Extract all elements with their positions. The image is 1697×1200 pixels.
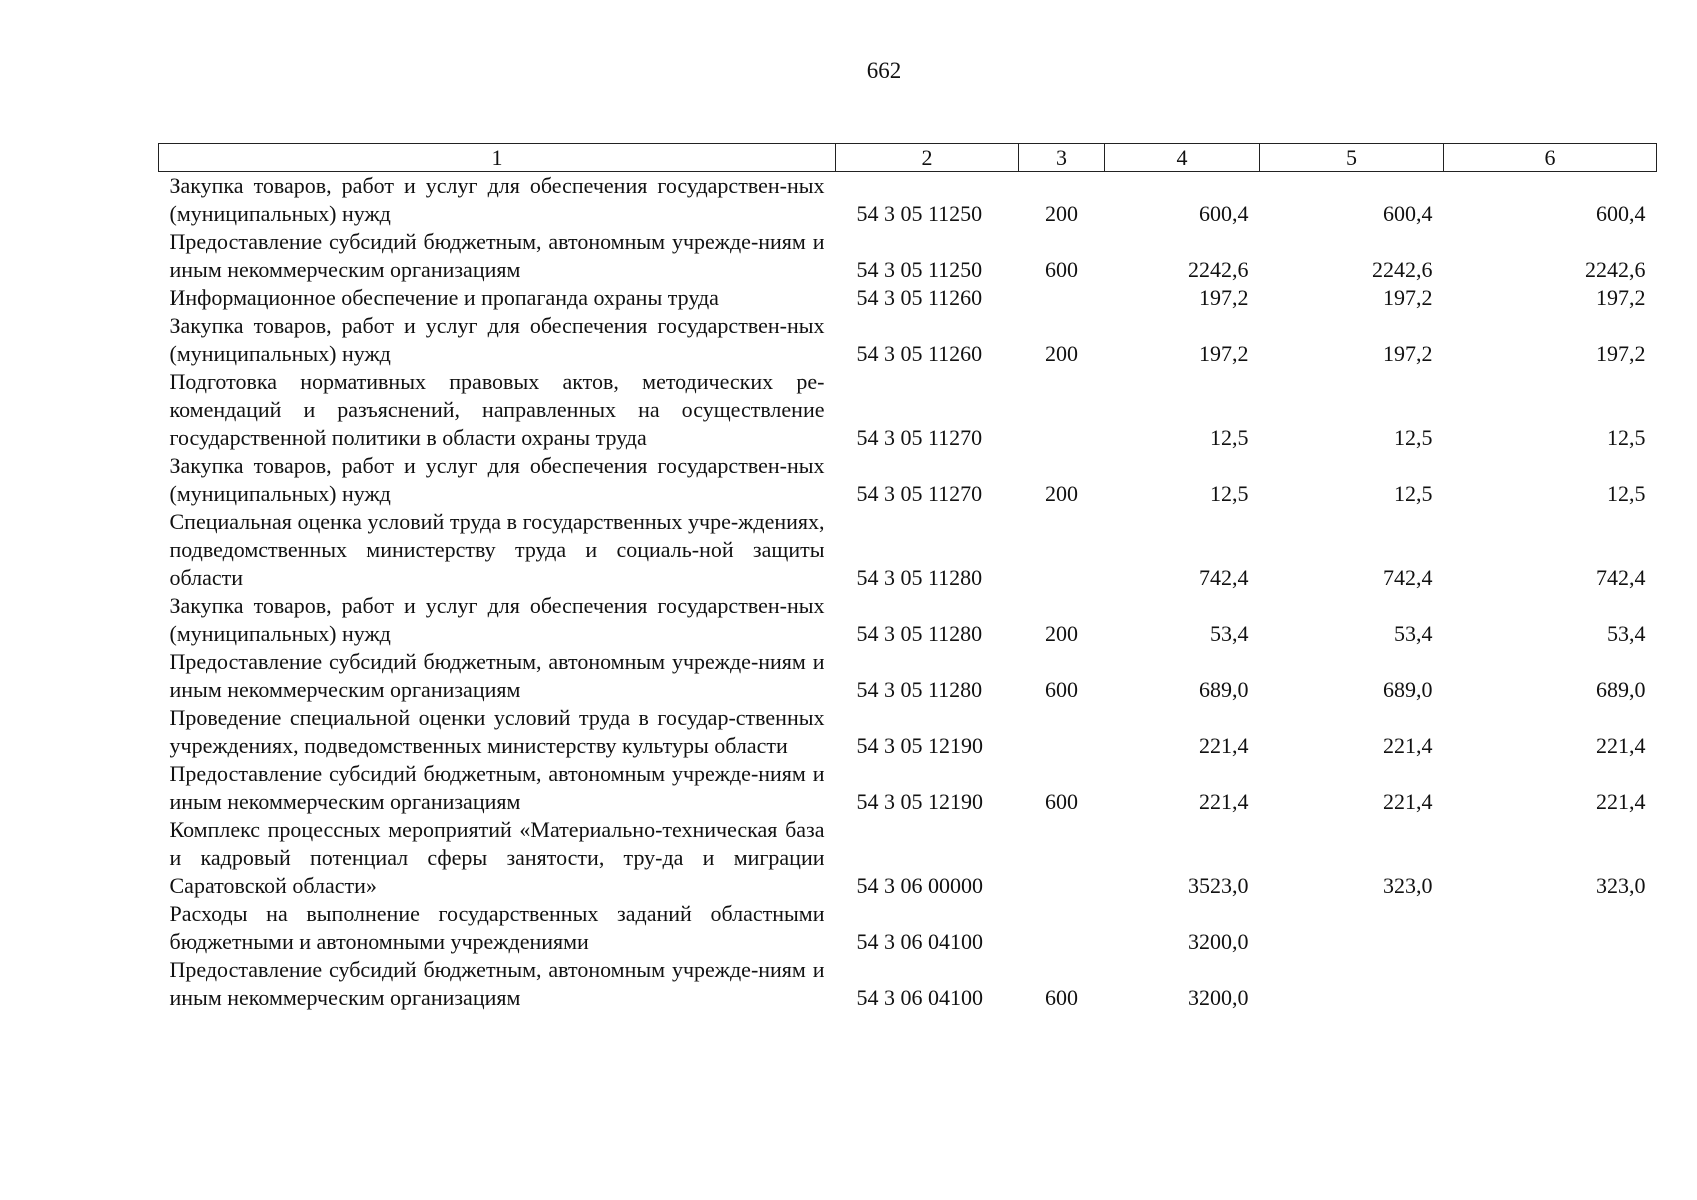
expense-type-cell: 200 <box>1045 481 1078 506</box>
expense-type-cell: 200 <box>1045 201 1078 226</box>
expense-type-cell: 600 <box>1045 257 1078 282</box>
expense-type-cell <box>1019 508 1105 592</box>
expense-type-cell: 200 <box>1045 341 1078 366</box>
amount-col6-cell: 221,4 <box>1596 733 1646 758</box>
target-code-cell: 54 3 05 12190 <box>856 789 983 814</box>
amount-col4-cell: 197,2 <box>1199 341 1249 366</box>
target-code-cell: 54 3 06 04100 <box>856 929 983 954</box>
column-header: 3 <box>1019 144 1105 172</box>
amount-col4-cell: 3523,0 <box>1188 873 1249 898</box>
expense-type-cell <box>1019 816 1105 900</box>
header-row <box>159 144 1657 172</box>
item-name-cell: Информационное обеспечение и пропаганда охраны труда <box>169 285 719 310</box>
amount-col5-cell: 197,2 <box>1383 341 1433 366</box>
amount-col6-cell: 2242,6 <box>1585 257 1646 282</box>
target-code-cell: 54 3 05 11270 <box>856 425 983 450</box>
amount-col4-cell: 53,4 <box>1210 621 1249 646</box>
expense-type-cell <box>1019 900 1105 956</box>
table-row <box>159 228 1657 284</box>
table-body <box>159 172 1657 1013</box>
item-name-cell: Расходы на выполнение государственных заданий областными бюджетными и автономными учреждениями <box>169 901 825 954</box>
amount-col5-cell: 689,0 <box>1383 677 1433 702</box>
column-header: 2 <box>836 144 1019 172</box>
expense-type-cell: 600 <box>1045 677 1078 702</box>
target-code-cell: 54 3 05 11280 <box>856 621 983 646</box>
table-row <box>159 284 1657 312</box>
table-row <box>159 648 1657 704</box>
table-row <box>159 816 1657 900</box>
amount-col4-cell: 12,5 <box>1210 425 1249 450</box>
item-name-cell: Закупка товаров, работ и услуг для обеспечения государствен-ных (муниципальных) нужд <box>169 453 825 506</box>
amount-col6-cell: 197,2 <box>1596 285 1646 310</box>
target-code-cell: 54 3 06 04100 <box>856 985 983 1010</box>
amount-col5-cell: 12,5 <box>1394 481 1433 506</box>
amount-col6-cell: 12,5 <box>1607 481 1646 506</box>
amount-col6-cell: 197,2 <box>1596 341 1646 366</box>
table-row <box>159 452 1657 508</box>
item-name-cell: Закупка товаров, работ и услуг для обеспечения государствен-ных (муниципальных) нужд <box>169 173 825 226</box>
amount-col5-cell <box>1260 956 1444 1012</box>
expense-type-cell <box>1019 284 1105 312</box>
table-header <box>159 144 1657 172</box>
expense-type-cell: 600 <box>1045 789 1078 814</box>
amount-col5-cell: 221,4 <box>1383 789 1433 814</box>
amount-col4-cell: 600,4 <box>1199 201 1249 226</box>
table-row <box>159 760 1657 816</box>
page-number: 662 <box>866 58 902 83</box>
table-row <box>159 704 1657 760</box>
target-code-cell: 54 3 05 11250 <box>856 257 983 282</box>
table-row <box>159 312 1657 368</box>
amount-col6-cell: 600,4 <box>1596 201 1646 226</box>
expense-type-cell: 200 <box>1045 621 1078 646</box>
amount-col5-cell: 742,4 <box>1383 565 1433 590</box>
amount-col4-cell: 742,4 <box>1199 565 1249 590</box>
table-row <box>159 592 1657 648</box>
table-row <box>159 508 1657 592</box>
item-name-cell: Предоставление субсидий бюджетным, автономным учрежде-ниям и иным некоммерческим организациям <box>169 229 825 282</box>
amount-col5-cell: 323,0 <box>1383 873 1433 898</box>
amount-col4-cell: 197,2 <box>1199 285 1249 310</box>
amount-col6-cell: 12,5 <box>1607 425 1646 450</box>
amount-col4-cell: 2242,6 <box>1188 257 1249 282</box>
table-row <box>159 368 1657 452</box>
target-code-cell: 54 3 05 11260 <box>856 285 983 310</box>
item-name-cell: Закупка товаров, работ и услуг для обеспечения государствен-ных (муниципальных) нужд <box>169 593 825 646</box>
budget-table <box>158 143 1657 1012</box>
amount-col5-cell: 53,4 <box>1394 621 1433 646</box>
amount-col6-cell <box>1444 956 1657 1012</box>
amount-col5-cell: 600,4 <box>1383 201 1433 226</box>
amount-col4-cell: 221,4 <box>1199 733 1249 758</box>
target-code-cell: 54 3 05 11280 <box>856 565 983 590</box>
target-code-cell: 54 3 05 11280 <box>856 677 983 702</box>
amount-col5-cell: 221,4 <box>1383 733 1433 758</box>
amount-col4-cell: 12,5 <box>1210 481 1249 506</box>
expense-type-cell: 600 <box>1045 985 1078 1010</box>
table-row <box>159 172 1657 229</box>
amount-col5-cell: 197,2 <box>1383 285 1433 310</box>
column-header: 1 <box>159 144 836 172</box>
target-code-cell: 54 3 05 11250 <box>856 201 983 226</box>
item-name-cell: Предоставление субсидий бюджетным, автономным учрежде-ниям и иным некоммерческим организациям <box>169 957 825 1010</box>
expense-type-cell <box>1019 368 1105 452</box>
target-code-cell: 54 3 06 00000 <box>856 873 983 898</box>
amount-col4-cell: 221,4 <box>1199 789 1249 814</box>
amount-col6-cell: 221,4 <box>1596 789 1646 814</box>
amount-col6-cell: 742,4 <box>1596 565 1646 590</box>
amount-col6-cell <box>1444 900 1657 956</box>
item-name-cell: Комплекс процессных мероприятий «Материально-техническая база и кадровый потенциал сферы занятости, тру-да и миграции Саратовской области» <box>169 817 825 898</box>
table-row <box>159 956 1657 1012</box>
item-name-cell: Предоставление субсидий бюджетным, автономным учрежде-ниям и иным некоммерческим организациям <box>169 649 825 702</box>
target-code-cell: 54 3 05 11260 <box>856 341 983 366</box>
item-name-cell: Закупка товаров, работ и услуг для обеспечения государствен-ных (муниципальных) нужд <box>169 313 825 366</box>
target-code-cell: 54 3 05 12190 <box>856 733 983 758</box>
column-header: 6 <box>1444 144 1657 172</box>
amount-col4-cell: 3200,0 <box>1188 985 1249 1010</box>
amount-col5-cell: 2242,6 <box>1372 257 1433 282</box>
target-code-cell: 54 3 05 11270 <box>856 481 983 506</box>
amount-col4-cell: 3200,0 <box>1188 929 1249 954</box>
expense-type-cell <box>1019 704 1105 760</box>
column-header: 5 <box>1260 144 1444 172</box>
item-name-cell: Проведение специальной оценки условий труда в государ-ственных учреждениях, подведомственных министерству культуры области <box>169 705 825 758</box>
amount-col6-cell: 323,0 <box>1596 873 1646 898</box>
item-name-cell: Подготовка нормативных правовых актов, методических ре-комендаций и разъяснений, направленных на осуществление государственной политики в области охраны труда <box>169 369 825 450</box>
item-name-cell: Предоставление субсидий бюджетным, автономным учрежде-ниям и иным некоммерческим организациям <box>169 761 825 814</box>
amount-col6-cell: 689,0 <box>1596 677 1646 702</box>
amount-col4-cell: 689,0 <box>1199 677 1249 702</box>
item-name-cell: Специальная оценка условий труда в государственных учре-ждениях, подведомственных министерству труда и социаль-ной защиты области <box>169 509 825 590</box>
table-row <box>159 900 1657 956</box>
amount-col5-cell <box>1260 900 1444 956</box>
amount-col5-cell: 12,5 <box>1394 425 1433 450</box>
amount-col6-cell: 53,4 <box>1607 621 1646 646</box>
column-header: 4 <box>1105 144 1260 172</box>
